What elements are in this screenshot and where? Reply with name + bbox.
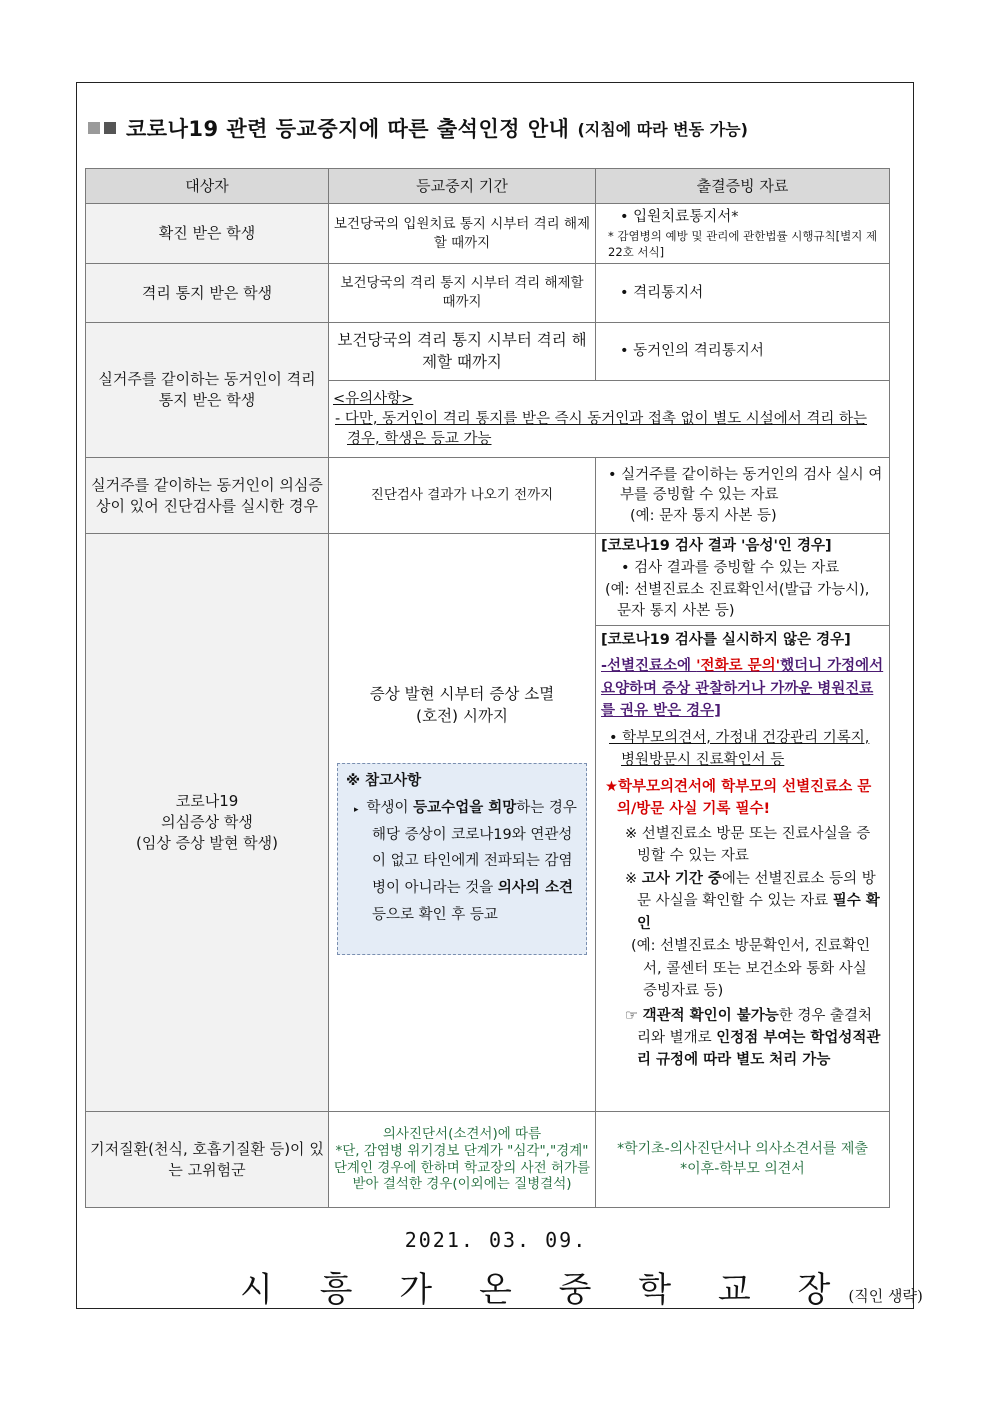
caution-text: - 다만, 동거인이 격리 통지를 받은 즉시 동거인과 접촉 없이 별도 시설에서 격리 하는 경우, 학생은 등교 가능 [335,410,867,448]
doc-cell [596,264,890,323]
period-text: 증상 발현 시부터 증상 소멸(호전) 시까지 [369,685,555,725]
objective-note [601,1005,884,1072]
target-line: 코로나19 [175,792,239,810]
reference-part: 하는 경우 해당 증상이 코로나19와 연관성이 없고 타인에게 전파되는 감염병이 아니라는 것을 [372,799,577,897]
title-main: 코로나19 관련 등교중지에 따른 출석인정 안내 [126,117,570,141]
principal-signature [240,1262,923,1311]
reference-bold: 의사의 소견 [497,880,573,897]
period-cell: 보건당국의 격리 통지 시부터 격리 해제할 때까지 [329,323,596,381]
period-cell: 진단검사 결과가 나오기 전까지 [329,458,596,534]
header-period: 등교중지 기간 [329,169,596,204]
period-cell: 보건당국의 격리 통지 시부터 격리 해제할 때까지 [329,264,596,323]
period-text: *단, 감염병 위기경보 단계가 "심각","경계" 단계인 경우에 한하며 학교장의 사전 허가를 받아 결석한 경우(이외에는 질병결석) [333,1142,591,1193]
title-sub: (지침에 따라 변동 가능) [577,119,748,139]
objective-bold: 인정점 부여는 학업성적관리 규정에 따라 별도 처리 가능 [637,1029,881,1069]
doc-cell [596,204,890,264]
doc-text: *학기초-의사진단서나 의사소견서를 제출 [617,1140,868,1157]
call-highlight: '전화로 문의' [696,658,781,675]
target-cell: 격리 통지 받은 학생 [86,264,329,323]
page-title [88,112,908,144]
proof-example: (예: 선별진료소 방문확인서, 진료확인서, 콜센터 또는 보건소와 통화 사실 증빙자료 등) [631,938,871,1000]
reference-part: 등으로 확인 후 등교 [372,907,498,924]
square-bullet-icon [104,122,116,134]
target-cell: 실거주를 같이하는 동거인이 격리 통지 받은 학생 [86,323,329,458]
negative-heading: [코로나19 검사 결과 '음성'인 경우] [601,538,832,554]
doc-cell [596,458,890,534]
seal-note: (직인 생략) [848,1287,923,1305]
reference-part: 학생이 [366,799,414,816]
target-cell: 확진 받은 학생 [86,204,329,264]
document-date: 2021. 03. 09. [404,1228,588,1252]
header-doc: 출결증빙 자료 [596,169,890,204]
principal-name: 시 흥 가 온 중 학 교 장 [240,1270,849,1310]
caution-title: <유의사항> [333,390,414,407]
doc-text: • 입원치료통지서* [620,209,739,226]
table-row [86,1112,890,1208]
reference-text [346,795,578,929]
objective-text: 한 경우 출결처리와 별개로 [637,1007,873,1046]
doc-text: *이후-학부모 의견서 [680,1160,805,1177]
doc-cell [596,1112,890,1208]
must-record: ★학부모의견서에 학부모의 선별진료소 문의/방문 사실 기록 필수! [605,778,872,818]
triangle-bullet-icon: ▸ [354,804,359,815]
proof-note [601,868,884,935]
target-cell [86,534,329,1112]
doc-text: • 격리통지서 [620,284,704,301]
doc-note: * 감염병의 예방 및 관리에 관한법률 시행규칙[별지 제 22호 서식] [608,228,878,259]
target-cell: 실거주를 같이하는 동거인이 의심증상이 있어 진단검사를 실시한 경우 [86,458,329,534]
doc-text: • 동거인의 격리통지서 [620,343,764,360]
target-line: 의심증상 학생 [161,813,253,831]
target-cell: 기저질환(천식, 호흡기질환 등)이 있는 고위험군 [86,1112,329,1208]
negative-doc: • 검사 결과를 증빙할 수 있는 자료 [621,559,840,576]
period-cell [329,1112,596,1208]
target-line: (임상 증상 발현 학생) [136,834,278,852]
table-row [86,323,890,381]
pointing-hand-icon: ☞ [625,1007,643,1024]
no-test-heading: [코로나19 검사를 실시하지 않은 경우] [601,632,851,648]
period-text: 의사진단서(소견서)에 따름 [382,1125,542,1142]
proof-text: 에는 선별진료소 등의 방문 사실을 확인할 수 있는 자료 [637,870,876,910]
period-cell: 보건당국의 입원치료 통지 시부터 격리 해제할 때까지 [329,204,596,264]
table-row [86,458,890,534]
header-target: 대상자 [86,169,329,204]
square-bullet-icon [88,122,100,134]
table-header-row [86,169,890,204]
objective-bold: 객관적 확인이 불가능 [642,1007,779,1024]
doc-example: (예: 문자 통지 사본 등) [630,507,777,524]
doc-text: • 실거주를 같이하는 동거인의 검사 실시 여부를 증빙할 수 있는 자료 [608,467,883,504]
doc-cell [596,534,890,1112]
caution-cell [329,381,890,458]
negative-example: (예: 선별진료소 진료확인서(발급 가능시), 문자 통지 사본 등) [605,581,870,620]
doc-cell [596,323,890,381]
call-text: -선별진료소에 [601,658,697,675]
phone-inquiry [601,655,884,722]
table-row [86,264,890,323]
reference-box [337,763,587,955]
call-text: 했더니 가정에서 요양하며 증상 관찰하거나 가까운 병원진료를 권유 받은 경우] [601,658,884,720]
reference-title: ※ 참고사항 [346,773,422,789]
attendance-table [85,168,890,1208]
proof-note: ※ 선별진료소 방문 또는 진료사실을 증빙할 수 있는 자료 [625,825,871,865]
proof-bold: 고사 기간 중 [641,870,722,887]
reference-bold: 등교수업을 희망 [413,799,517,816]
proof-bold: 필수 확인 [637,893,880,932]
table-row [86,204,890,264]
parent-docs: • 학부모의견서, 가정내 건강관리 기록지, 병원방문시 진료확인서 등 [609,729,870,769]
proof-text: ※ [625,870,642,887]
